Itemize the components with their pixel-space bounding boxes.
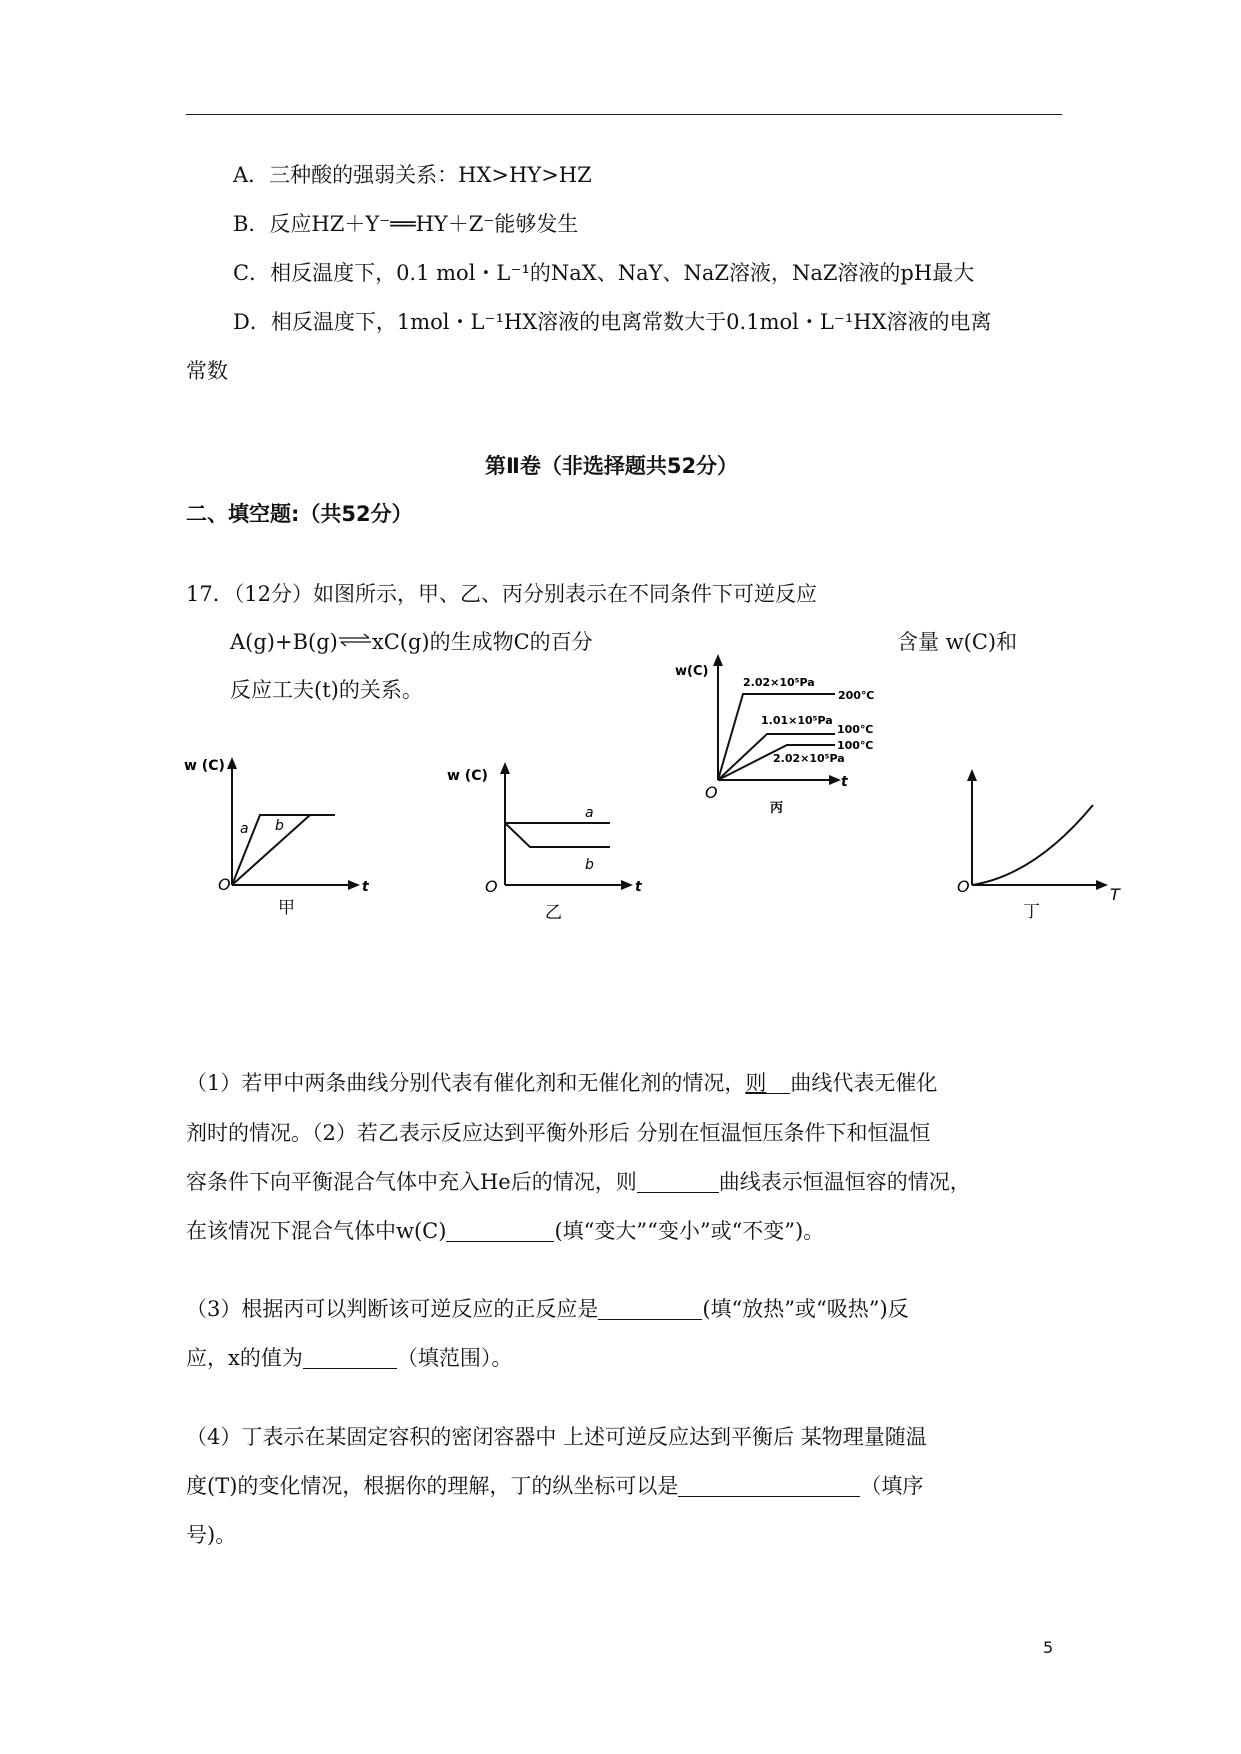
yi-caption: 乙 — [545, 903, 562, 923]
sub1-line3 — [186, 1167, 971, 1197]
blank-1[interactable] — [766, 1071, 790, 1094]
jia-origin: O — [218, 875, 231, 894]
ding-curve — [972, 805, 1093, 885]
bing-t1: 200℃ — [838, 689, 875, 702]
sub4-line2 — [186, 1471, 923, 1501]
ding-caption: 丁 — [1023, 902, 1040, 922]
jia-xlabel: t — [362, 879, 369, 895]
yi-xlabel: t — [635, 879, 642, 895]
yi-curve-b — [505, 823, 610, 847]
sub2-text-end: 曲线表示恒温恒容的情况， — [718, 1170, 971, 1194]
sub1-line2: 剂时的情况。（2）若乙表示反应达到平衡外形后 分别在恒温恒压条件下和恒温恒 — [186, 1121, 931, 1145]
figure-yi — [445, 760, 645, 924]
yi-label-a: a — [585, 805, 594, 821]
blank-4[interactable] — [598, 1297, 702, 1320]
q17-line2 — [230, 627, 593, 657]
blank-2[interactable] — [637, 1170, 719, 1193]
option-d-line2: 常数 — [186, 359, 228, 383]
sub3-x: 应，x的值为 — [186, 1346, 303, 1370]
figure-ding — [945, 765, 1125, 929]
sub4-line3: 号)。 — [186, 1523, 237, 1547]
figure-jia — [180, 755, 380, 919]
sub1-line1 — [186, 1068, 937, 1098]
sub1-line4 — [186, 1216, 824, 1246]
bing-caption: 丙 — [770, 801, 784, 816]
blank-3[interactable] — [446, 1219, 554, 1242]
jia-ylabel: w (C) — [184, 758, 225, 774]
bing-t2: 100℃ — [837, 723, 874, 736]
sub2-hint: (填“变大”“变小”或“不变”)。 — [554, 1219, 825, 1243]
sub3-hint2: （填范围）。 — [396, 1346, 513, 1370]
bing-p2: 1.01×10⁵Pa — [761, 714, 833, 727]
bing-p1: 2.02×10⁵Pa — [743, 676, 815, 689]
bing-t3: 100℃ — [837, 739, 874, 752]
q17-line2-end: 含量 w(C)和 — [897, 630, 1018, 654]
sub4-hint: （填序 — [860, 1474, 924, 1498]
option-b: B．反应HZ＋Y⁻══HY＋Z⁻能够发生 — [233, 212, 579, 236]
ding-origin: O — [957, 877, 970, 896]
sub1-text: （1）若甲中两条曲线分别代表有催化剂和无催化剂的情况， — [186, 1071, 746, 1095]
sub3-hint: (填“放热”或“吸热”)反 — [702, 1297, 909, 1321]
yi-origin: O — [485, 877, 498, 896]
equilibrium-arrow-icon — [338, 630, 372, 654]
sub3-text: （3）根据丙可以判断该可逆反应的正反应是 — [186, 1297, 599, 1321]
sub4-line1: （4）丁表示在某固定容积的密闭容器中 上述可逆反应达到平衡后 某物理量随温 — [186, 1425, 927, 1449]
figure-bing — [675, 650, 895, 824]
jia-label-a: a — [240, 821, 249, 837]
section-title: 第Ⅱ卷（非选择题共52分） — [485, 454, 739, 478]
yi-label-b: b — [585, 857, 594, 873]
sub1-text-end: 曲线代表无催化 — [790, 1071, 938, 1095]
page-number: 5 — [1043, 1638, 1054, 1657]
q17-line3: 反应工夫(t)的关系。 — [230, 678, 423, 702]
bing-p3: 2.02×10⁵Pa — [773, 752, 845, 765]
ding-xlabel: T — [1110, 885, 1120, 904]
blank-5[interactable] — [303, 1346, 397, 1369]
jia-label-b: b — [275, 818, 284, 834]
section-subtitle: 二、填空题:（共52分） — [186, 502, 413, 526]
bing-ylabel: w(C) — [675, 664, 709, 679]
sub2-text: 容条件下向平衡混合气体中充入He后的情况，则 — [186, 1170, 637, 1194]
sub1-ze: 则 — [745, 1071, 767, 1095]
q17-product: xC(g)的生成物C的百分 — [371, 630, 593, 654]
sub3-line2 — [186, 1343, 512, 1373]
option-c: C．相反温度下，0.1 mol・L⁻¹的NaX、NaY、NaZ溶液，NaZ溶液的pH最大 — [233, 261, 975, 285]
option-d-line1: D．相反温度下，1mol・L⁻¹HX溶液的电离常数大于0.1mol・L⁻¹HX溶液的电离 — [233, 310, 992, 334]
bing-curve-1 — [718, 694, 835, 780]
yi-ylabel: w (C) — [447, 768, 488, 784]
sub3-line1 — [186, 1294, 909, 1324]
option-a: A．三种酸的强弱关系：HX>HY>HZ — [233, 163, 592, 187]
q17-reactants: A(g)+B(g) — [230, 630, 338, 654]
blank-6[interactable] — [678, 1474, 860, 1497]
sub4-text: 度(T)的变化情况，根据你的理解，丁的纵坐标可以是 — [186, 1474, 679, 1498]
jia-caption: 甲 — [278, 898, 295, 918]
sub2-wc: 在该情况下混合气体中w(C) — [186, 1219, 447, 1243]
header-rule — [186, 114, 1062, 115]
bing-xlabel: t — [841, 774, 848, 790]
bing-origin: O — [705, 783, 718, 802]
q17-line1: 17．（12分）如图所示，甲、乙、丙分别表示在不同条件下可逆反应 — [186, 582, 817, 606]
